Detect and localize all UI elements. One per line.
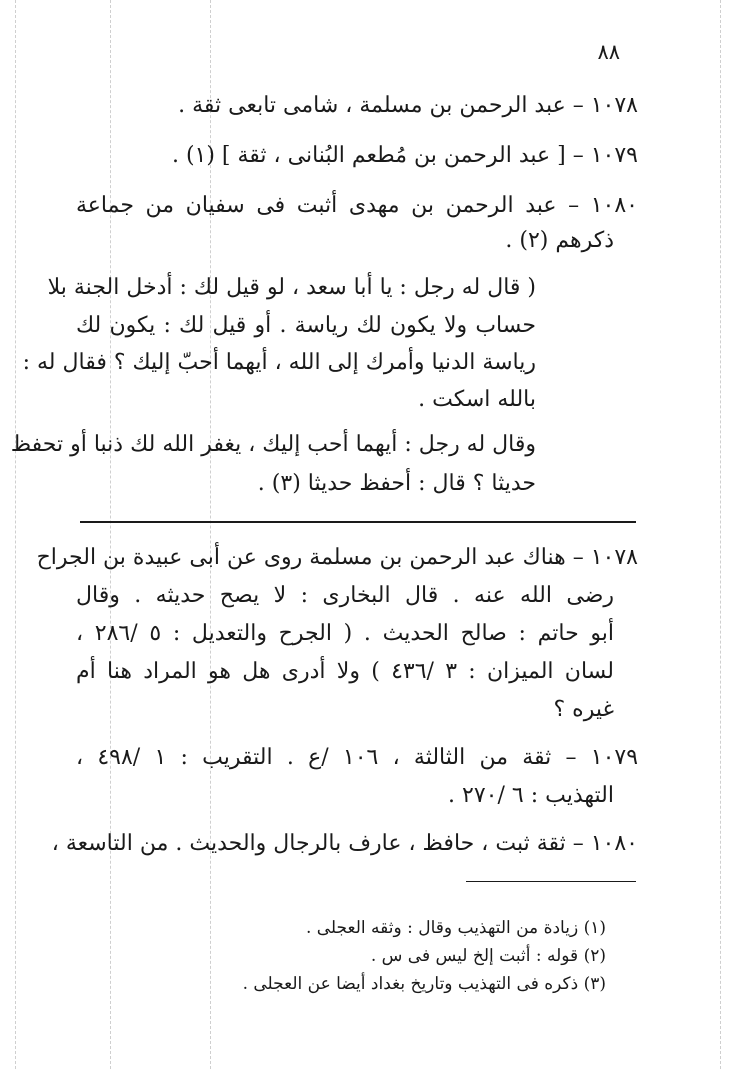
footnote-1: (١) زيادة من التهذيب وقال : وثقه العجلى . — [305, 918, 606, 938]
note-1078-line: ١٠٧٨ – هناك عبد الرحمن بن مسلمة روى عن أبى عبيدة بن الجراح — [36, 545, 638, 570]
footnote-rule — [466, 881, 636, 882]
quote-line: وقال له رجل : أيهما أحب إليك ، يغفر الله لك ذنبا أو تحفظ — [10, 432, 536, 457]
note-1078-line: رضى الله عنه . قال البخارى : لا يصح حديثه . وقال — [76, 583, 614, 608]
quote-line: بالله اسكت . — [418, 387, 536, 412]
margin-guide — [720, 0, 721, 1069]
note-1080-line: ١٠٨٠ – ثقة ثبت ، حافظ ، عارف بالرجال والحديث . من التاسعة ، — [51, 831, 638, 856]
footnote-2: (٢) قوله : أثبت إلخ ليس فى س . — [370, 946, 606, 966]
page-number: ٨٨ — [597, 40, 620, 64]
quote-line: حديثا ؟ قال : أحفظ حديثا (٣) . — [257, 471, 536, 496]
note-1078-line: لسان الميزان : ٣ /٤٣٦ ) ولا أدرى هل هو المراد هنا أم — [76, 659, 614, 684]
entry-1078-line: ١٠٧٨ – عبد الرحمن بن مسلمة ، شامى تابعى ثقة . — [178, 93, 638, 118]
note-1079-line: ١٠٧٩ – ثقة من الثالثة ، ١٠٦ /ع . التقريب : ١ /٤٩٨ ، — [76, 745, 639, 770]
note-1078-line: أبو حاتم : صالح الحديث . ( الجرح والتعديل : ٥ /٢٨٦ ، — [76, 621, 614, 646]
quote-line: ( قال له رجل : يا أبا سعد ، لو قيل لك : أدخل الجنة بلا — [47, 275, 536, 300]
entry-1080-line: ١٠٨٠ – عبد الرحمن بن مهدى أثبت فى سفيان من جماعة — [76, 193, 638, 218]
entry-1079-line: ١٠٧٩ – [ عبد الرحمن بن مُطعم البُنانى ، ثقة ] (١) . — [171, 143, 638, 168]
note-1079-line: التهذيب : ٦ /٢٧٠ . — [448, 783, 614, 808]
entry-1080-line: ذكرهم (٢) . — [505, 228, 614, 253]
footnote-3: (٣) ذكره فى التهذيب وتاريخ بغداد أيضا عن العجلى . — [242, 974, 606, 994]
quote-line: حساب ولا يكون لك رياسة . أو قيل لك : يكون لك — [76, 313, 536, 338]
quote-line: رياسة الدنيا وأمرك إلى الله ، أيهما أحبّ إليك ؟ فقال له : — [22, 350, 536, 375]
margin-guide — [15, 0, 16, 1069]
section-separator — [80, 521, 636, 523]
note-1078-line: غيره ؟ — [553, 697, 614, 722]
